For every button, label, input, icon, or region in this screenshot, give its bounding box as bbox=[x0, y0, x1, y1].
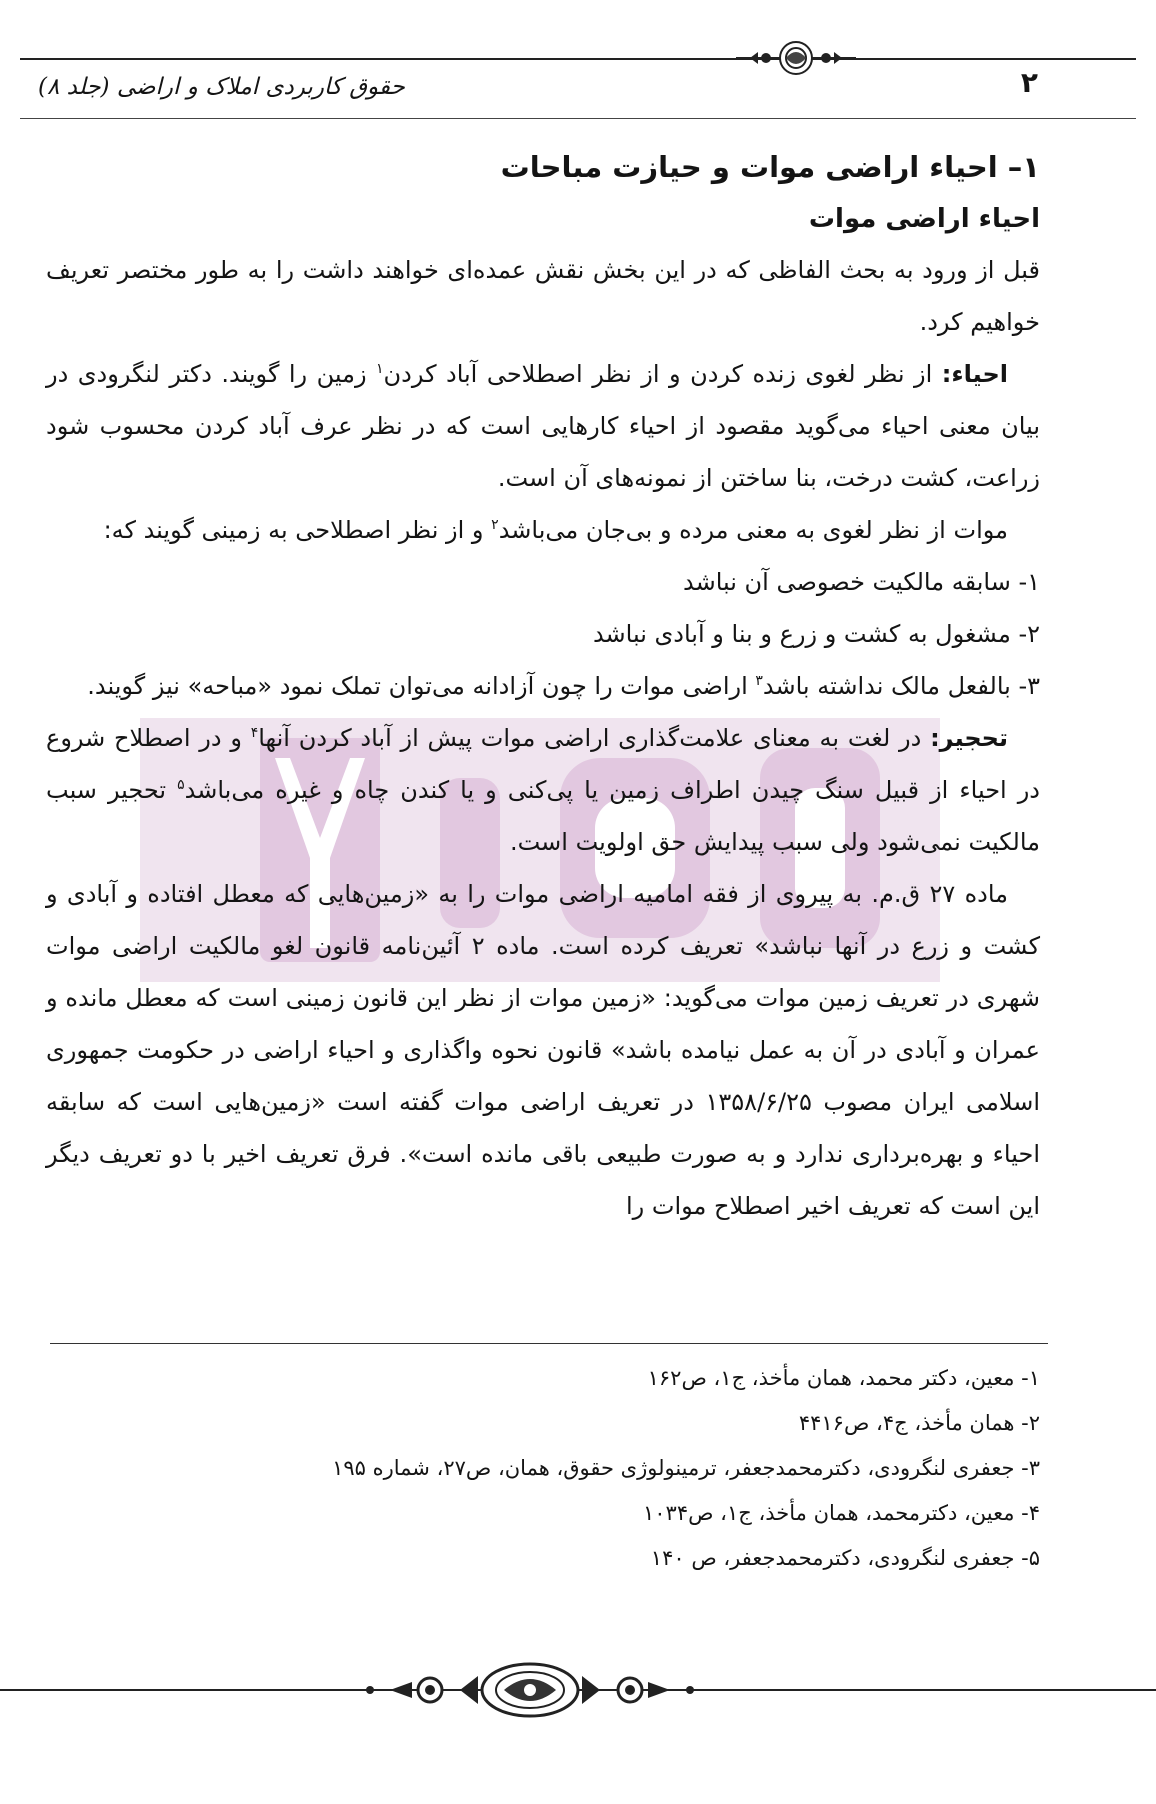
paragraph-mavat bbox=[46, 504, 1040, 556]
footer-ornament-icon bbox=[0, 1660, 1156, 1720]
paragraph-article-27: ماده ۲۷ ق.م. به پیروی از فقه امامیه اراضی موات را به «زمین‌هایی که معطل افتاده و آبادی و کشت و زرع در آنها نباشد» تعریف کرده است. ماده ۲ آئین‌نامه قانون لغو مالکیت اراضی موات شهری در تعریف زمین موات می‌گوید: «زمین موات از نظر این قانون زمینی است که معطل مانده و عمران و آبادی در آن به عمل نیامده باشد» قانون نحوه واگذاری و احیاء اراضی در حکومت جمهوری اسلامی ایران مصوب ۱۳۵۸/۶/۲۵ در تعریف اراضی موات گفته است «زمین‌هایی است که سابقه احیاء و بهره‌برداری ندارد و به صورت طبیعی باقی مانده است». فرق تعریف اخیر با دو تعریف دیگر این است که تعریف اخیر اصطلاح موات را bbox=[46, 880, 1040, 1220]
footnote-divider bbox=[50, 1343, 1048, 1344]
term-tahjir: تحجیر: bbox=[930, 724, 1008, 752]
list-item-2: ۲- مشغول به کشت و زرع و بنا و آبادی نباشد bbox=[592, 620, 1040, 648]
main-content bbox=[46, 144, 1040, 1232]
term-ehya: احیاء: bbox=[941, 360, 1008, 388]
paragraph-ehya-text-a: از نظر لغوی زنده کردن و از نظر اصطلاحی آباد کردن bbox=[383, 360, 942, 388]
header-rule-top bbox=[20, 58, 1136, 60]
running-title: حقوق کاربردی املاک و اراضی (جلد ۸) bbox=[38, 74, 405, 100]
paragraph-mavat-text-a: موات از نظر لغوی به معنی مرده و بی‌جان می‌باشد bbox=[498, 516, 1008, 544]
header-ornament-icon bbox=[736, 40, 856, 76]
paragraph-intro: قبل از ورود به بحث الفاظی که در این بخش نقش عمده‌ای خواهند داشت را به طور مختصر تعریف خواهیم کرد. bbox=[46, 256, 1040, 336]
list-item-3-text-b: اراضی موات را چون آزادانه می‌توان تملک نمود «مباحه» نیز گویند. bbox=[87, 672, 756, 700]
paragraph-ehya-text-b: زمین را گویند. دکتر لنگرودی در بیان معنی احیاء می‌گوید مقصود از احیاء کارهایی است که در نظر عرف آباد کردن محسوب شود زراعت، کشت درخت، بنا ساختن از نمونه‌های آن است. bbox=[46, 360, 1040, 492]
footnote-ref-4: ۴ bbox=[250, 725, 259, 741]
paragraph-mavat-text-b: و از نظر اصطلاحی به زمینی گویند که: bbox=[103, 516, 492, 544]
footnote-3: ۳- جعفری لنگرودی، دکترمحمدجعفر، ترمینولوژی حقوق، همان، ص۲۷، شماره ۱۹۵ bbox=[332, 1456, 1040, 1480]
footnote-2: ۲- همان مأخذ، ج۴، ص۴۴۱۶ bbox=[798, 1411, 1040, 1435]
paragraph-tahjir-text-a: در لغت به معنای علامت‌گذاری اراضی موات پیش از آباد کردن آنها bbox=[258, 724, 931, 752]
footnote-1: ۱- معین، دکتر محمد، همان مأخذ، ج۱، ص۱۶۲ bbox=[647, 1366, 1040, 1390]
footnote-ref-3: ۳ bbox=[755, 673, 763, 689]
list-item-3-text-a: ۳- بالفعل مالک نداشته باشد bbox=[762, 672, 1040, 700]
footnotes bbox=[46, 1356, 1040, 1581]
page-number: ۲ bbox=[1020, 66, 1038, 99]
footnote-ref-2: ۲ bbox=[491, 517, 499, 533]
list-item-1: ۱- سابقه مالکیت خصوصی آن نباشد bbox=[682, 568, 1040, 596]
paragraph-tahjir-text-c: تحجیر سبب مالکیت نمی‌شود ولی سبب پیدایش حق اولویت است. bbox=[46, 776, 1040, 856]
section-title: ۱– احیاء اراضی موات و حیازت مباحات bbox=[500, 150, 1040, 184]
paragraph-tahjir bbox=[46, 712, 1040, 868]
paragraph-tahjir-text-b: و در اصطلاح شروع در احیاء از قبیل سنگ چیدن اطراف زمین یا پی‌کنی و یا کندن چاه و غیره می‌باشد bbox=[46, 724, 1040, 804]
footnote-ref-1: ۱ bbox=[376, 361, 384, 377]
footnote-5: ۵- جعفری لنگرودی، دکترمحمدجعفر، ص ۱۴۰ bbox=[650, 1546, 1040, 1570]
list-item-3 bbox=[46, 660, 1040, 712]
footnote-ref-5: ۵ bbox=[177, 777, 185, 793]
section-subtitle: احیاء اراضی موات bbox=[808, 204, 1040, 234]
paragraph-ehya bbox=[46, 348, 1040, 504]
header-rule-bottom bbox=[20, 118, 1136, 119]
footnote-4: ۴- معین، دکترمحمد، همان مأخذ، ج۱، ص۱۰۳۴ bbox=[642, 1501, 1040, 1525]
